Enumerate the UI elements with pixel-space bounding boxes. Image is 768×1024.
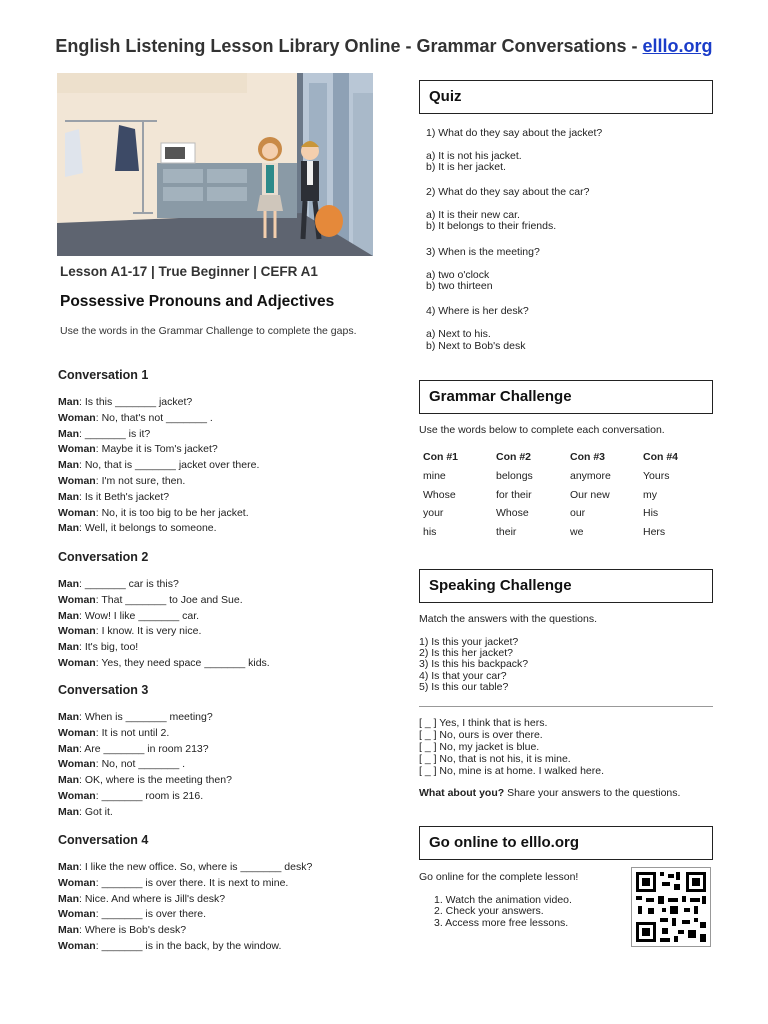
word-cell: your bbox=[423, 507, 444, 519]
conversation-title: Conversation 1 bbox=[58, 368, 149, 382]
word-cell: mine bbox=[423, 470, 446, 482]
column-header: Con #1 bbox=[423, 451, 459, 463]
dialogue-line bbox=[58, 624, 270, 640]
word-cell: our bbox=[570, 507, 586, 519]
speaker: Man bbox=[58, 641, 79, 654]
speaker: Woman bbox=[58, 443, 96, 456]
line-text: : Is this _______ jacket? bbox=[79, 396, 193, 408]
qr-code-image bbox=[632, 868, 710, 946]
quiz-question: 1) What do they say about the jacket? bbox=[426, 127, 603, 139]
line-text: : _______ is over there. bbox=[95, 908, 207, 921]
speaking-answer: [ _ ] No, my jacket is blue. bbox=[419, 741, 540, 753]
speaker: Woman bbox=[58, 789, 96, 802]
speaker: Man bbox=[58, 522, 79, 535]
go-online-step: 1. Watch the animation video. bbox=[434, 894, 572, 906]
speaker: Man bbox=[58, 427, 79, 440]
dialogue-line bbox=[58, 757, 232, 773]
speaker: Woman bbox=[58, 726, 96, 739]
speaking-question: 3) Is this his backpack? bbox=[419, 658, 529, 670]
go-online-heading: Go online to elllo.org bbox=[419, 826, 713, 860]
line-text: : Got it. bbox=[79, 805, 113, 818]
line-text: : Maybe it is Tom's jacket? bbox=[95, 443, 218, 456]
about-you-prompt bbox=[419, 788, 680, 800]
speaking-answer: [ _ ] Yes, I think that is hers. bbox=[419, 717, 548, 729]
dialogue-line bbox=[58, 593, 270, 609]
speaker: Woman bbox=[58, 474, 96, 487]
speaker: Man bbox=[58, 609, 79, 622]
dialogue-line bbox=[58, 710, 232, 726]
go-online-step: 3. Access more free lessons. bbox=[434, 917, 569, 929]
line-text: : _______ room is 216. bbox=[95, 789, 204, 802]
quiz-option: a) It is not his jacket. bbox=[426, 150, 522, 162]
line-text: : No, that's not _______ . bbox=[95, 411, 213, 424]
quiz-option: b) It belongs to their friends. bbox=[426, 220, 557, 232]
speaking-question: 2) Is this her jacket? bbox=[419, 647, 513, 659]
lesson-instructions: Use the words in the Grammar Challenge to complete the gaps. bbox=[60, 325, 357, 337]
word-cell: Whose bbox=[496, 507, 529, 519]
dialogue-line bbox=[58, 442, 259, 458]
speaker: Woman bbox=[58, 939, 96, 952]
conversation-lines bbox=[58, 577, 270, 672]
quiz-option: a) two o'clock bbox=[426, 269, 490, 281]
dialogue-line bbox=[58, 640, 270, 656]
about-you-text: Share your answers to the questions. bbox=[504, 787, 681, 799]
dialogue-line bbox=[58, 805, 232, 821]
speaking-question: 5) Is this our table? bbox=[419, 681, 509, 693]
quiz-heading: Quiz bbox=[419, 80, 713, 114]
dialogue-line bbox=[58, 609, 270, 625]
conversation-lines bbox=[58, 860, 312, 955]
speaker: Man bbox=[58, 396, 79, 408]
grammar-challenge-instructions: Use the words below to complete each conversation. bbox=[419, 424, 665, 436]
word-bank-column bbox=[496, 451, 568, 544]
speaker: Man bbox=[58, 774, 79, 787]
conversation-title: Conversation 3 bbox=[58, 683, 149, 697]
lesson-meta: Lesson A1-17 | True Beginner | CEFR A1 bbox=[60, 264, 318, 279]
column-header: Con #2 bbox=[496, 451, 532, 463]
quiz-option: b) two thirteen bbox=[426, 280, 493, 292]
about-you-label: What about you? bbox=[419, 787, 505, 799]
dialogue-line bbox=[58, 907, 312, 923]
line-text: : Nice. And where is Jill's desk? bbox=[79, 892, 226, 905]
dialogue-line bbox=[58, 773, 232, 789]
dialogue-line bbox=[58, 474, 259, 490]
line-text: : _______ is over there. It is next to mine. bbox=[95, 876, 289, 889]
word-cell: belongs bbox=[496, 470, 533, 482]
line-text: : No, it is too big to be her jacket. bbox=[95, 506, 249, 519]
line-text: : Wow! I like _______ car. bbox=[79, 609, 200, 622]
dialogue-line bbox=[58, 411, 259, 427]
word-cell: His bbox=[643, 507, 659, 519]
word-cell: their bbox=[496, 525, 517, 538]
page-title-text: English Listening Lesson Library Online - Grammar Conversations - bbox=[55, 36, 643, 56]
quiz-option: b) It is her jacket. bbox=[426, 161, 506, 173]
line-text: : No, that is _______ jacket over there. bbox=[79, 459, 260, 472]
line-text: : No, not _______ . bbox=[95, 758, 186, 771]
quiz-question: 2) What do they say about the car? bbox=[426, 186, 590, 198]
qr-code[interactable] bbox=[631, 867, 711, 947]
line-text: : _______ car is this? bbox=[79, 578, 179, 590]
speaker: Man bbox=[58, 490, 79, 503]
elllo-link[interactable]: elllo.org bbox=[642, 36, 713, 56]
speaker: Man bbox=[58, 924, 79, 937]
line-text: : OK, where is the meeting then? bbox=[79, 774, 232, 787]
word-cell: my bbox=[643, 488, 657, 501]
speaker: Man bbox=[58, 861, 79, 873]
section-divider bbox=[419, 706, 713, 707]
word-bank-column bbox=[570, 451, 642, 544]
conversation-lines bbox=[58, 710, 232, 821]
speaker: Woman bbox=[58, 908, 96, 921]
word-bank-column bbox=[643, 451, 715, 544]
dialogue-line bbox=[58, 860, 312, 876]
column-header: Con #3 bbox=[570, 451, 606, 463]
dialogue-line bbox=[58, 939, 312, 955]
dialogue-line bbox=[58, 876, 312, 892]
word-cell: we bbox=[570, 525, 584, 538]
line-text: : I know. It is very nice. bbox=[95, 625, 202, 638]
dialogue-line bbox=[58, 490, 259, 506]
word-bank-column bbox=[423, 451, 495, 544]
dialogue-line bbox=[58, 892, 312, 908]
dialogue-line bbox=[58, 923, 312, 939]
word-cell: Hers bbox=[643, 525, 666, 538]
line-text: : Are _______ in room 213? bbox=[79, 742, 209, 755]
go-online-intro: Go online for the complete lesson! bbox=[419, 871, 579, 883]
dialogue-line bbox=[58, 577, 270, 593]
go-online-step: 2. Check your answers. bbox=[434, 905, 544, 917]
speaker: Woman bbox=[58, 411, 96, 424]
line-text: : Is it Beth's jacket? bbox=[79, 490, 170, 503]
word-cell: his bbox=[423, 525, 437, 538]
speaking-challenge-instructions: Match the answers with the questions. bbox=[419, 613, 598, 625]
dialogue-line bbox=[58, 506, 259, 522]
line-text: : That _______ to Joe and Sue. bbox=[95, 593, 243, 606]
conversation-title: Conversation 2 bbox=[58, 550, 149, 564]
speaker: Woman bbox=[58, 625, 96, 638]
line-text: : _______ is it? bbox=[79, 427, 151, 440]
word-cell: Whose bbox=[423, 488, 456, 501]
quiz-question: 3) When is the meeting? bbox=[426, 246, 540, 258]
speaker: Woman bbox=[58, 656, 96, 669]
speaker: Woman bbox=[58, 758, 96, 771]
dialogue-line bbox=[58, 427, 259, 443]
line-text: : Yes, they need space _______ kids. bbox=[95, 656, 270, 669]
line-text: : Well, it belongs to someone. bbox=[79, 522, 217, 535]
word-cell: Our new bbox=[570, 488, 610, 501]
word-cell: anymore bbox=[570, 470, 611, 482]
line-text: : I'm not sure, then. bbox=[95, 474, 186, 487]
speaking-question: 4) Is that your car? bbox=[419, 670, 507, 682]
speaking-answer: [ _ ] No, that is not his, it is mine. bbox=[419, 753, 571, 765]
quiz-option: a) It is their new car. bbox=[426, 209, 520, 221]
lesson-illustration bbox=[57, 73, 373, 256]
speaker: Woman bbox=[58, 506, 96, 519]
speaking-challenge-heading: Speaking Challenge bbox=[419, 569, 713, 603]
speaker: Woman bbox=[58, 593, 96, 606]
speaker: Woman bbox=[58, 876, 96, 889]
conversation-lines bbox=[58, 395, 259, 537]
line-text: : When is _______ meeting? bbox=[79, 711, 213, 723]
speaking-answer: [ _ ] No, ours is over there. bbox=[419, 729, 543, 741]
column-header: Con #4 bbox=[643, 451, 679, 463]
quiz-question: 4) Where is her desk? bbox=[426, 305, 529, 317]
office-scene-image bbox=[57, 73, 373, 256]
grammar-challenge-heading: Grammar Challenge bbox=[419, 380, 713, 414]
speaker: Man bbox=[58, 805, 79, 818]
line-text: : _______ is in the back, by the window. bbox=[95, 939, 282, 952]
dialogue-line bbox=[58, 395, 259, 411]
dialogue-line bbox=[58, 789, 232, 805]
quiz-option: a) Next to his. bbox=[426, 328, 491, 340]
speaker: Man bbox=[58, 578, 79, 590]
dialogue-line bbox=[58, 742, 232, 758]
speaker: Man bbox=[58, 711, 79, 723]
line-text: : It is not until 2. bbox=[95, 726, 170, 739]
speaking-answer: [ _ ] No, mine is at home. I walked here. bbox=[419, 765, 605, 777]
speaker: Man bbox=[58, 742, 79, 755]
word-cell: Yours bbox=[643, 470, 670, 482]
speaker: Man bbox=[58, 892, 79, 905]
dialogue-line bbox=[58, 521, 259, 537]
dialogue-line bbox=[58, 458, 259, 474]
word-cell: for their bbox=[496, 488, 532, 501]
line-text: : It's big, too! bbox=[79, 641, 139, 654]
dialogue-line bbox=[58, 656, 270, 672]
conversation-title: Conversation 4 bbox=[58, 833, 149, 847]
speaker: Man bbox=[58, 459, 79, 472]
speaking-question: 1) Is this your jacket? bbox=[419, 636, 519, 648]
line-text: : Where is Bob's desk? bbox=[79, 924, 187, 937]
quiz-option: b) Next to Bob's desk bbox=[426, 340, 526, 352]
line-text: : I like the new office. So, where is _______ desk? bbox=[79, 861, 313, 873]
lesson-title: Possessive Pronouns and Adjectives bbox=[60, 293, 335, 310]
page-title bbox=[0, 36, 768, 57]
dialogue-line bbox=[58, 726, 232, 742]
